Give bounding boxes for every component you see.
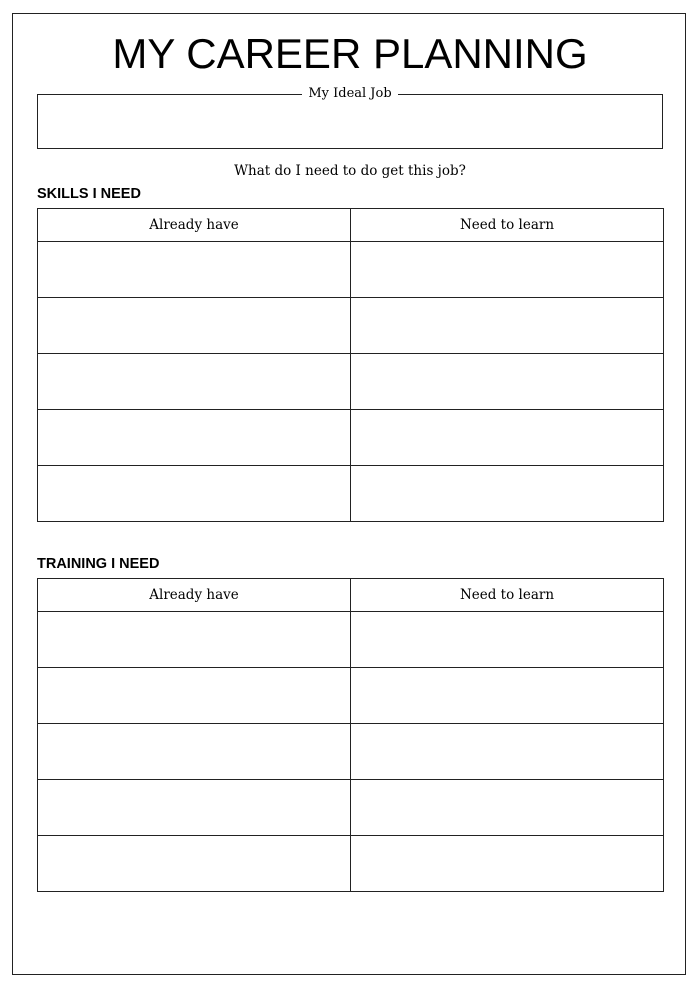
training-already-have-cell[interactable] [38, 724, 351, 780]
skills-already-have-cell[interactable] [38, 242, 351, 298]
skills-need-to-learn-cell[interactable] [351, 354, 664, 410]
table-row [38, 668, 664, 724]
table-row [38, 242, 664, 298]
training-already-have-cell[interactable] [38, 836, 351, 892]
skills-need-to-learn-cell[interactable] [351, 466, 664, 522]
training-already-have-cell[interactable] [38, 612, 351, 668]
training-heading: TRAINING I NEED [37, 556, 160, 572]
ideal-job-box[interactable] [37, 94, 663, 149]
skills-already-have-cell[interactable] [38, 466, 351, 522]
training-col-already-have: Already have [38, 579, 351, 612]
table-row [38, 354, 664, 410]
table-row [38, 780, 664, 836]
training-already-have-cell[interactable] [38, 668, 351, 724]
skills-header-row [38, 209, 664, 242]
ideal-job-label: My Ideal Job [302, 86, 397, 101]
skills-already-have-cell[interactable] [38, 410, 351, 466]
skills-col-need-to-learn: Need to learn [351, 209, 664, 242]
training-already-have-cell[interactable] [38, 780, 351, 836]
question-text: What do I need to do get this job? [234, 163, 466, 179]
table-row [38, 410, 664, 466]
training-need-to-learn-cell[interactable] [351, 836, 664, 892]
table-row [38, 466, 664, 522]
training-need-to-learn-cell[interactable] [351, 612, 664, 668]
ideal-job-label-wrap [0, 86, 700, 102]
training-need-to-learn-cell[interactable] [351, 668, 664, 724]
skills-need-to-learn-cell[interactable] [351, 298, 664, 354]
skills-need-to-learn-cell[interactable] [351, 242, 664, 298]
table-row [38, 298, 664, 354]
table-row [38, 724, 664, 780]
training-table [37, 578, 664, 892]
table-row [38, 612, 664, 668]
skills-table [37, 208, 664, 522]
skills-heading: SKILLS I NEED [37, 186, 141, 202]
table-row [38, 836, 664, 892]
skills-already-have-cell[interactable] [38, 298, 351, 354]
page-title: MY CAREER PLANNING [112, 30, 588, 77]
training-need-to-learn-cell[interactable] [351, 780, 664, 836]
skills-need-to-learn-cell[interactable] [351, 410, 664, 466]
skills-already-have-cell[interactable] [38, 354, 351, 410]
skills-col-already-have: Already have [38, 209, 351, 242]
training-col-need-to-learn: Need to learn [351, 579, 664, 612]
training-need-to-learn-cell[interactable] [351, 724, 664, 780]
training-header-row [38, 579, 664, 612]
